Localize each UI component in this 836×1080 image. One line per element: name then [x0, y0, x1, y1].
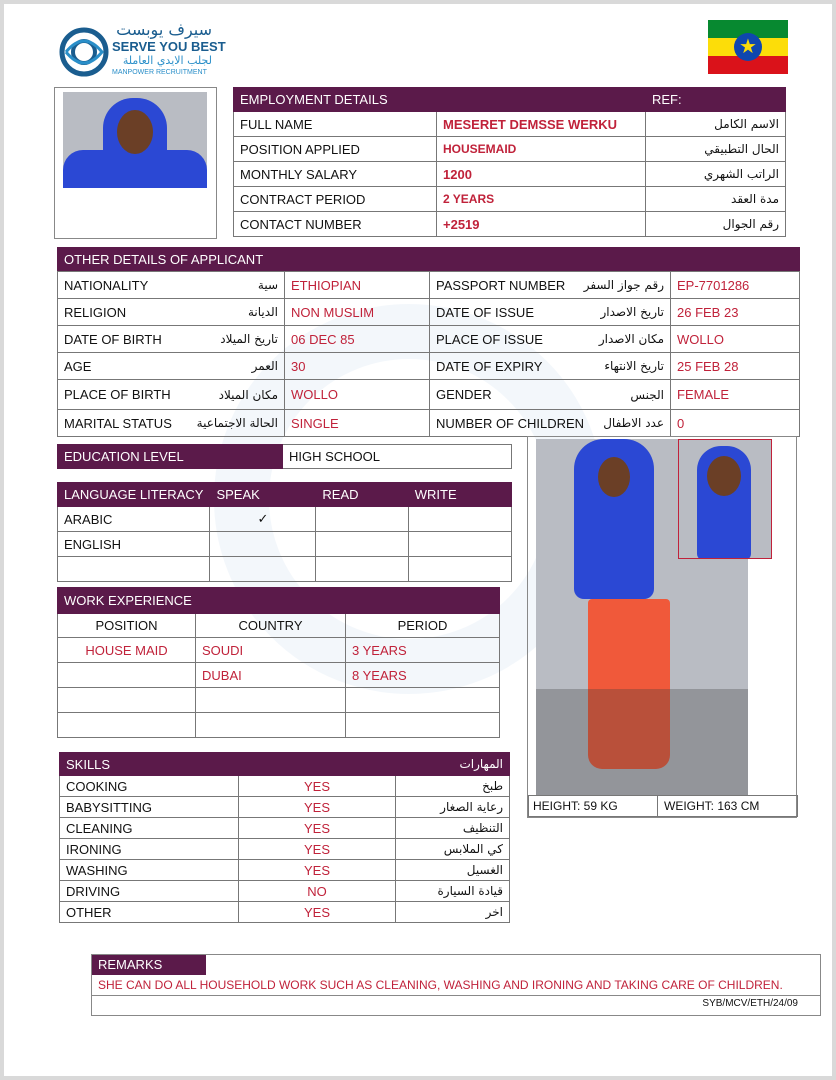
work-period: 8 YEARS [346, 663, 500, 688]
applicant-photo-frame [54, 87, 217, 239]
brand-english-tagline: MANPOWER RECRUITMENT [112, 69, 207, 76]
other-value: NON MUSLIM [285, 299, 430, 326]
cv-page [4, 4, 832, 1076]
language-header: WRITE [408, 483, 511, 507]
other-value: EP-7701286 [671, 272, 800, 299]
skill-name: WASHING [60, 860, 239, 881]
work-position [58, 663, 196, 688]
logo-knot-icon [58, 26, 110, 78]
remarks-text: SHE CAN DO ALL HOUSEHOLD WORK SUCH AS CLEANING, WASHING AND IRONING AND TAKING CARE OF CHILDREN. [98, 978, 783, 992]
other-label: RELIGION [64, 304, 127, 320]
skill-arabic: قيادة السيارة [396, 881, 510, 902]
footer-code: SYB/MCV/ETH/24/09 [702, 998, 798, 1009]
other-details-rows [57, 271, 800, 437]
skill-name: IRONING [60, 839, 239, 860]
work-column-header: COUNTRY [196, 614, 346, 638]
language-header: SPEAK [210, 483, 316, 507]
language-name [58, 557, 210, 582]
skill-value: YES [239, 818, 396, 839]
full-photo-frame [527, 436, 797, 818]
passport-photo-frame [678, 439, 772, 559]
emp-value: +2519 [437, 212, 646, 237]
language-write [408, 507, 511, 532]
other-arabic: الجنس [630, 387, 664, 402]
language-read [316, 532, 408, 557]
work-country: SOUDI [196, 638, 346, 663]
other-label: PASSPORT NUMBER [436, 277, 566, 293]
work-position [58, 688, 196, 713]
weight-label: WEIGHT: 163 CM [657, 795, 798, 817]
other-arabic: مكان الاصدار [598, 332, 664, 346]
skill-name: DRIVING [60, 881, 239, 902]
work-period [346, 688, 500, 713]
skill-value: YES [239, 860, 396, 881]
skill-arabic: اخر [396, 902, 510, 923]
ethiopia-flag [708, 20, 788, 74]
company-logo [58, 20, 228, 82]
language-name: ARABIC [58, 507, 210, 532]
other-arabic: تاريخ الاصدار [600, 305, 664, 319]
skill-value: YES [239, 839, 396, 860]
skill-arabic: رعاية الصغار [396, 797, 510, 818]
skill-value: YES [239, 902, 396, 923]
emp-arabic: الاسم الكامل [646, 112, 786, 137]
language-name: ENGLISH [58, 532, 210, 557]
emp-value: MESERET DEMSSE WERKU [437, 112, 646, 137]
flag-emblem-icon: ★ [734, 33, 762, 61]
work-position: HOUSE MAID [58, 638, 196, 663]
work-experience-header: WORK EXPERIENCE [58, 588, 346, 614]
other-arabic: عدد الاطفال [603, 416, 664, 430]
other-value: 26 FEB 23 [671, 299, 800, 326]
work-experience-table [57, 587, 500, 738]
other-value: 06 DEC 85 [285, 326, 430, 353]
other-value: FEMALE [671, 380, 800, 410]
other-label-cell [430, 353, 671, 380]
remarks-box [91, 954, 821, 1016]
other-label-cell [58, 410, 285, 437]
skill-arabic: طبخ [396, 776, 510, 797]
other-label: NATIONALITY [64, 277, 149, 293]
employment-details-table [233, 87, 786, 237]
skill-name: BABYSITTING [60, 797, 239, 818]
other-label-cell [430, 272, 671, 299]
other-label-cell [430, 410, 671, 437]
other-label: GENDER [436, 387, 492, 402]
language-read [316, 507, 408, 532]
emp-arabic: مدة العقد [646, 187, 786, 212]
emp-value: 1200 [437, 162, 646, 187]
work-position [58, 713, 196, 738]
language-speak [210, 532, 316, 557]
other-label: DATE OF EXPIRY [436, 358, 543, 374]
other-label-cell [430, 380, 671, 410]
applicant-portrait-photo [63, 92, 207, 188]
skill-name: CLEANING [60, 818, 239, 839]
height-label: HEIGHT: 59 KG [528, 795, 658, 817]
skill-value: YES [239, 776, 396, 797]
other-label: MARITAL STATUS [64, 415, 172, 431]
employment-header: EMPLOYMENT DETAILS [234, 88, 646, 112]
skill-value: YES [239, 797, 396, 818]
work-country [196, 713, 346, 738]
other-label-cell [58, 272, 285, 299]
language-write [408, 557, 511, 582]
work-column-header: POSITION [58, 614, 196, 638]
other-details-table [57, 247, 800, 272]
other-details-header-blank [757, 248, 800, 272]
skill-arabic: التنظيف [396, 818, 510, 839]
work-country [196, 688, 346, 713]
brand-arabic-name: سيرف يوبست [116, 20, 212, 39]
skill-value: NO [239, 881, 396, 902]
work-experience-header-blank [346, 588, 500, 614]
education-value: HIGH SCHOOL [283, 445, 512, 469]
other-arabic: مكان الميلاد [218, 387, 278, 402]
skill-name: COOKING [60, 776, 239, 797]
language-read [316, 557, 408, 582]
other-arabic: تاريخ الميلاد [220, 332, 278, 346]
work-period [346, 713, 500, 738]
emp-value: 2 YEARS [437, 187, 646, 212]
other-value: WOLLO [671, 326, 800, 353]
remarks-header: REMARKS [92, 955, 206, 975]
other-arabic: العمر [251, 359, 278, 373]
other-arabic: الحالة الاجتماعية [196, 416, 278, 430]
other-label-cell [58, 380, 285, 410]
other-label-cell [58, 299, 285, 326]
skill-arabic: كي الملابس [396, 839, 510, 860]
language-write [408, 532, 511, 557]
work-period: 3 YEARS [346, 638, 500, 663]
skills-header-arabic: المهارات [396, 753, 510, 776]
other-label-cell [430, 299, 671, 326]
emp-label: FULL NAME [234, 112, 437, 137]
other-value: WOLLO [285, 380, 430, 410]
skill-arabic: الغسيل [396, 860, 510, 881]
other-label-cell [58, 326, 285, 353]
other-label: PLACE OF BIRTH [64, 387, 171, 402]
emp-arabic: رقم الجوال [646, 212, 786, 237]
other-label-cell [430, 326, 671, 353]
language-header: READ [316, 483, 408, 507]
other-label: DATE OF BIRTH [64, 331, 162, 347]
education-table [57, 444, 512, 469]
other-arabic: الديانة [247, 305, 278, 319]
other-value: SINGLE [285, 410, 430, 437]
other-value: 30 [285, 353, 430, 380]
other-arabic: رقم جواز السفر [583, 278, 664, 292]
other-label: DATE OF ISSUE [436, 304, 534, 320]
other-value: 25 FEB 28 [671, 353, 800, 380]
emp-label: CONTACT NUMBER [234, 212, 437, 237]
emp-label: POSITION APPLIED [234, 137, 437, 162]
other-value: 0 [671, 410, 800, 437]
ref-label: REF: [646, 88, 786, 112]
work-country: DUBAI [196, 663, 346, 688]
language-literacy-table [57, 482, 512, 582]
language-speak: ✓ [210, 507, 316, 532]
other-details-header: OTHER DETAILS OF APPLICANT [58, 248, 757, 272]
other-label: AGE [64, 358, 92, 374]
emp-arabic: الراتب الشهري [646, 162, 786, 187]
work-column-header: PERIOD [346, 614, 500, 638]
brand-english-name: SERVE YOU BEST [112, 39, 226, 54]
emp-value: HOUSEMAID [437, 137, 646, 162]
other-value: ETHIOPIAN [285, 272, 430, 299]
education-label: EDUCATION LEVEL [58, 445, 283, 469]
language-speak [210, 557, 316, 582]
other-label: PLACE OF ISSUE [436, 331, 543, 347]
other-label: NUMBER OF CHILDREN [436, 415, 585, 431]
emp-arabic: الحال التطبيقي [646, 137, 786, 162]
other-arabic: سية [257, 278, 278, 292]
other-label-cell [58, 353, 285, 380]
emp-label: CONTRACT PERIOD [234, 187, 437, 212]
brand-arabic-tagline: لجلب الايدي العاملة [122, 54, 212, 67]
skills-table [59, 752, 510, 923]
emp-label: MONTHLY SALARY [234, 162, 437, 187]
language-header: LANGUAGE LITERACY [58, 483, 210, 507]
skills-header: SKILLS [60, 753, 396, 776]
other-arabic: تاريخ الانتهاء [604, 359, 664, 373]
skill-name: OTHER [60, 902, 239, 923]
